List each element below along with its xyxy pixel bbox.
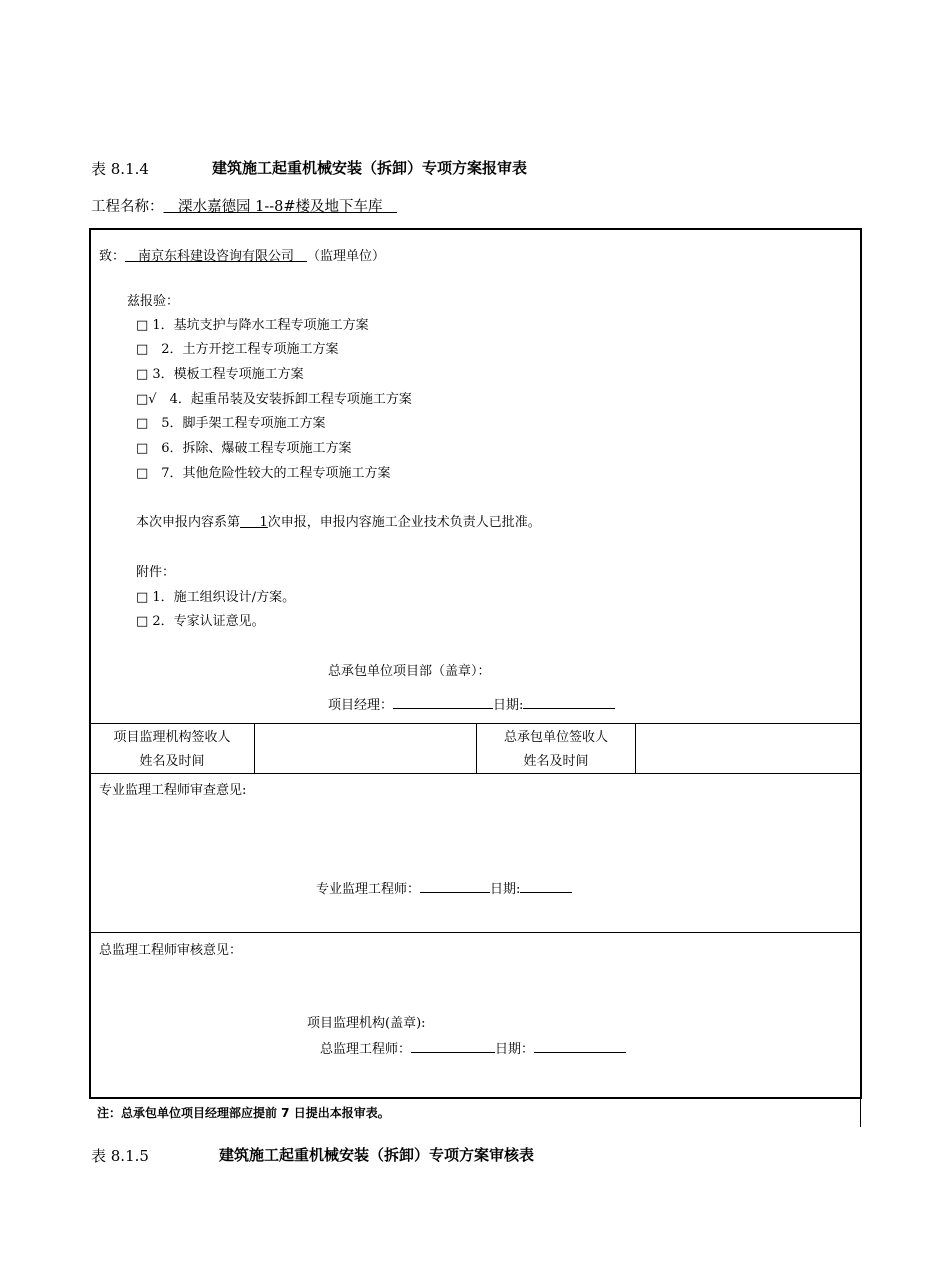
attachment-label: 附件：: [136, 565, 176, 580]
scheme-item-1: □ 1．基坑支护与降水工程专项施工方案: [136, 318, 369, 333]
pm-date-field[interactable]: [523, 696, 615, 709]
specialist-date-label: 日期:: [490, 882, 521, 897]
submission-note: 注：总承包单位项目经理部应提前 7 日提出本报审表。: [97, 1106, 390, 1120]
scheme-item-4: □√ 4．起重吊装及安装拆卸工程专项施工方案: [136, 392, 412, 407]
chief-date-field[interactable]: [534, 1040, 626, 1053]
scheme-item-3: □ 3．模板工程专项施工方案: [136, 367, 304, 382]
receipt-left-line1: 项目监理机构签收人: [113, 730, 231, 745]
submit-label: 兹报验：: [127, 294, 180, 309]
specialist-opinion-label: 专业监理工程师审查意见:: [99, 783, 247, 798]
chief-signature-field[interactable]: [411, 1040, 495, 1053]
specialist-signature-field[interactable]: [420, 880, 490, 893]
chief-date-label: 日期：: [495, 1042, 535, 1057]
scheme-item-2: □ 2．土方开挖工程专项施工方案: [136, 342, 339, 357]
receipt-left-line2: 姓名及时间: [139, 754, 205, 769]
declaration-prefix: 本次申报内容系第: [136, 515, 241, 530]
scheme-item-6: □ 6．拆除、爆破工程专项施工方案: [136, 441, 352, 456]
project-name-row: [91, 195, 397, 216]
attachment-item-1: □ 1．施工组织设计/方案。: [136, 590, 296, 605]
pm-signature-row: [328, 694, 615, 713]
declaration: [136, 511, 541, 530]
declaration-suffix: 次申报，申报内容施工企业技术负责人已批准。: [267, 515, 541, 530]
chief-signature-row: [320, 1038, 626, 1057]
addressee-row: [99, 245, 385, 264]
supervisor-receipt-field[interactable]: [255, 724, 476, 773]
form-title: 建筑施工起重机械安装（拆卸）专项方案报审表: [212, 159, 528, 177]
addressee-role: （监理单位）: [307, 249, 386, 264]
contractor-stamp: 总承包单位项目部（盖章）：: [328, 664, 491, 679]
next-table-title: 建筑施工起重机械安装（拆卸）专项方案审核表: [219, 1146, 535, 1164]
divider: [89, 932, 862, 933]
pm-date-label: 日期:: [493, 698, 524, 713]
specialist-sign-label: 专业监理工程师：: [316, 882, 421, 897]
project-name-label: 工程名称：: [91, 199, 164, 215]
contractor-receipt-field[interactable]: [636, 724, 860, 773]
receipt-right-line2: 姓名及时间: [523, 754, 589, 769]
table-number: 表 8.1.4: [91, 160, 149, 178]
scheme-item-7: □ 7．其他危险性较大的工程专项施工方案: [136, 466, 391, 481]
receipt-right-line1: 总承包单位签收人: [503, 730, 608, 745]
contractor-receipt-header: [477, 726, 635, 774]
submission-count: 1: [259, 515, 268, 530]
next-table-number: 表 8.1.5: [91, 1147, 149, 1165]
pm-signature-field[interactable]: [393, 696, 493, 709]
to-label: 致：: [99, 249, 126, 264]
addressee-company: 南京东科建设咨询有限公司: [138, 249, 295, 264]
project-name-value: 溧水嘉德园 1--8#楼及地下车库: [178, 199, 383, 215]
pm-label: 项目经理：: [328, 698, 394, 713]
supervisor-receipt-header: [90, 726, 254, 774]
chief-opinion-label: 总监理工程师审核意见：: [99, 943, 243, 958]
attachment-item-2: □ 2．专家认证意见。: [136, 614, 265, 629]
divider: [860, 1097, 861, 1127]
chief-sign-label: 总监理工程师：: [320, 1042, 412, 1057]
org-stamp-label: 项目监理机构(盖章):: [307, 1016, 426, 1031]
specialist-date-field[interactable]: [520, 880, 572, 893]
specialist-signature-row: [316, 878, 572, 897]
scheme-item-5: □ 5．脚手架工程专项施工方案: [136, 416, 326, 431]
